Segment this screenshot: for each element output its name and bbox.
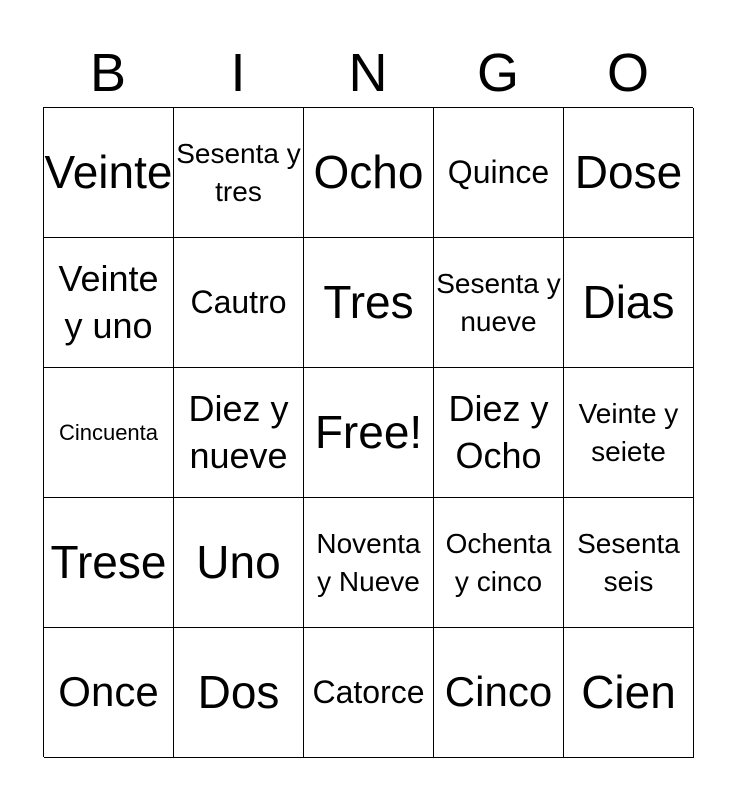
bingo-cell[interactable]: Cincuenta xyxy=(44,368,174,498)
bingo-cell[interactable]: Veinte y uno xyxy=(44,238,174,368)
bingo-cell[interactable]: Veinte y seiete xyxy=(564,368,694,498)
bingo-cell[interactable]: Cien xyxy=(564,628,694,758)
bingo-cell[interactable]: Ocho xyxy=(304,108,434,238)
bingo-cell[interactable]: Dose xyxy=(564,108,694,238)
bingo-cell[interactable]: Once xyxy=(44,628,174,758)
bingo-board xyxy=(43,107,693,757)
bingo-cell[interactable]: Quince xyxy=(434,108,564,238)
bingo-cell[interactable]: Diez y Ocho xyxy=(434,368,564,498)
bingo-cell[interactable]: Dos xyxy=(174,628,304,758)
bingo-cell[interactable]: Cautro xyxy=(174,238,304,368)
bingo-cell[interactable]: Catorce xyxy=(304,628,434,758)
bingo-cell[interactable]: Sesenta y tres xyxy=(174,108,304,238)
header-letter-i: I xyxy=(230,43,246,103)
bingo-header xyxy=(43,38,693,108)
bingo-cell[interactable]: Dias xyxy=(564,238,694,368)
bingo-cell[interactable]: Cinco xyxy=(434,628,564,758)
header-letter-b: B xyxy=(89,43,127,103)
bingo-cell[interactable]: Noventa y Nueve xyxy=(304,498,434,628)
bingo-cell[interactable]: Ochenta y cinco xyxy=(434,498,564,628)
bingo-cell[interactable]: Sesenta y nueve xyxy=(434,238,564,368)
bingo-cell[interactable]: Trese xyxy=(44,498,174,628)
bingo-cell[interactable]: Sesenta seis xyxy=(564,498,694,628)
bingo-cell[interactable]: Veinte xyxy=(44,108,174,238)
header-letter-n: N xyxy=(348,43,388,103)
free-space-cell[interactable]: Free! xyxy=(304,368,434,498)
bingo-cell[interactable]: Uno xyxy=(174,498,304,628)
bingo-cell[interactable]: Diez y nueve xyxy=(174,368,304,498)
header-letter-g: G xyxy=(476,43,519,103)
header-letter-o: O xyxy=(606,43,649,103)
bingo-cell[interactable]: Tres xyxy=(304,238,434,368)
